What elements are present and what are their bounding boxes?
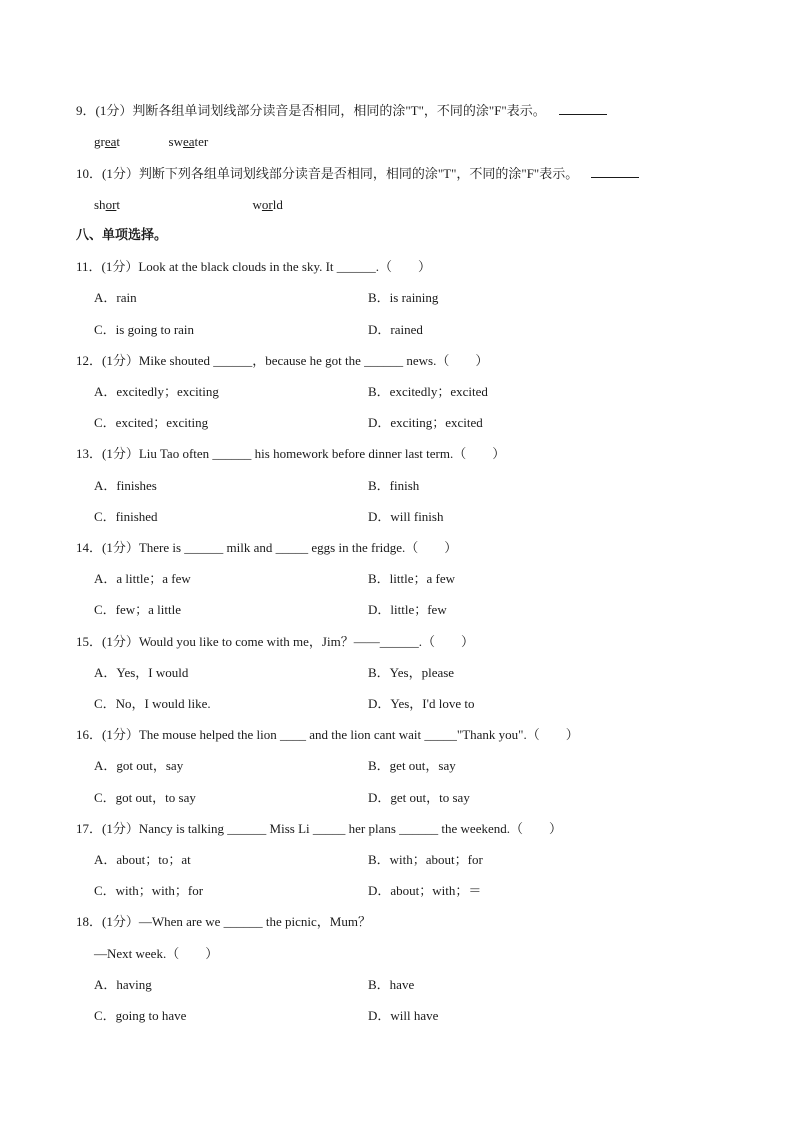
option-c[interactable]: C．finished [94, 509, 158, 524]
option-a[interactable]: A．a little；a few [94, 571, 191, 586]
option-b[interactable]: B．is raining [368, 290, 439, 305]
question-stem: 11．(1分）Look at the black clouds in the sky. It ______.（ ） [76, 259, 432, 274]
section-heading: 八、单项选择。 [76, 228, 168, 243]
option-d[interactable]: D．will finish [368, 509, 444, 524]
option-a[interactable]: A．got out，say [94, 758, 184, 773]
option-d[interactable]: D．get out，to say [368, 790, 470, 805]
question-stem: 13．(1分）Liu Tao often ______ his homework before dinner last term.（ ） [76, 446, 506, 461]
option-c[interactable]: C．No，I would like. [94, 696, 211, 711]
question-stem: 18．(1分）—When are we ______ the picnic，Mum？ [76, 914, 371, 929]
option-a[interactable]: A．Yes，I would [94, 665, 189, 680]
option-c[interactable]: C．is going to rain [94, 322, 195, 337]
option-d[interactable]: D．rained [368, 322, 423, 337]
question-9-words [94, 133, 208, 151]
question-9 [76, 102, 607, 120]
question-stem: 14．(1分）There is ______ milk and _____ eggs in the fridge.（ ） [76, 540, 458, 555]
option-b[interactable]: B．have [368, 977, 415, 992]
option-c[interactable]: C．with；with；for [94, 883, 204, 898]
option-d[interactable]: D．will have [368, 1008, 439, 1023]
option-c[interactable]: C．got out，to say [94, 790, 196, 805]
option-c[interactable]: C．going to have [94, 1008, 187, 1023]
option-b[interactable]: B．with；about；for [368, 852, 483, 867]
option-a[interactable]: A．rain [94, 290, 137, 305]
option-c[interactable]: C．few；a little [94, 602, 182, 617]
word-sweater: sweater [168, 134, 209, 149]
option-d[interactable]: D．exciting；excited [368, 415, 483, 430]
question-10 [76, 165, 639, 183]
option-b[interactable]: B．finish [368, 478, 420, 493]
word-world: world [252, 197, 283, 212]
option-b[interactable]: B．little；a few [368, 571, 456, 586]
question-10-words [94, 196, 283, 214]
answer-blank[interactable] [559, 102, 607, 115]
answer-blank[interactable] [591, 165, 639, 178]
question-reply: —Next week.（ ） [94, 946, 219, 961]
option-b[interactable]: B．excitedly；excited [368, 384, 488, 399]
option-a[interactable]: A．about；to；at [94, 852, 191, 867]
question-10-text: 10．(1分）判断下列各组单词划线部分读音是否相同，相同的涂"T"，不同的涂"F"表示。 [76, 166, 579, 181]
question-stem: 12．(1分）Mike shouted ______，because he got the ______ news.（ ） [76, 353, 489, 368]
word-short: short [94, 197, 121, 212]
question-9-text: 9．(1分）判断各组单词划线部分读音是否相同，相同的涂"T"，不同的涂"F"表示。 [76, 103, 546, 118]
option-a[interactable]: A．having [94, 977, 152, 992]
option-b[interactable]: B．Yes，please [368, 665, 455, 680]
option-c[interactable]: C．excited；exciting [94, 415, 209, 430]
option-a[interactable]: A．finishes [94, 478, 157, 493]
option-a[interactable]: A．excitedly；exciting [94, 384, 219, 399]
option-d[interactable]: D．Yes，I'd love to [368, 696, 475, 711]
question-stem: 16．(1分）The mouse helped the lion ____ and the lion cant wait _____"Thank you".（ ） [76, 727, 579, 742]
question-stem: 15．(1分）Would you like to come with me，Jim？——______.（ ） [76, 634, 474, 649]
question-stem: 17．(1分）Nancy is talking ______ Miss Li _____ her plans ______ the weekend.（ ） [76, 821, 562, 836]
option-d[interactable]: D．little；few [368, 602, 447, 617]
word-great: great [94, 134, 121, 149]
option-b[interactable]: B．get out，say [368, 758, 456, 773]
option-d[interactable]: D．about；with；＝ [368, 883, 482, 898]
